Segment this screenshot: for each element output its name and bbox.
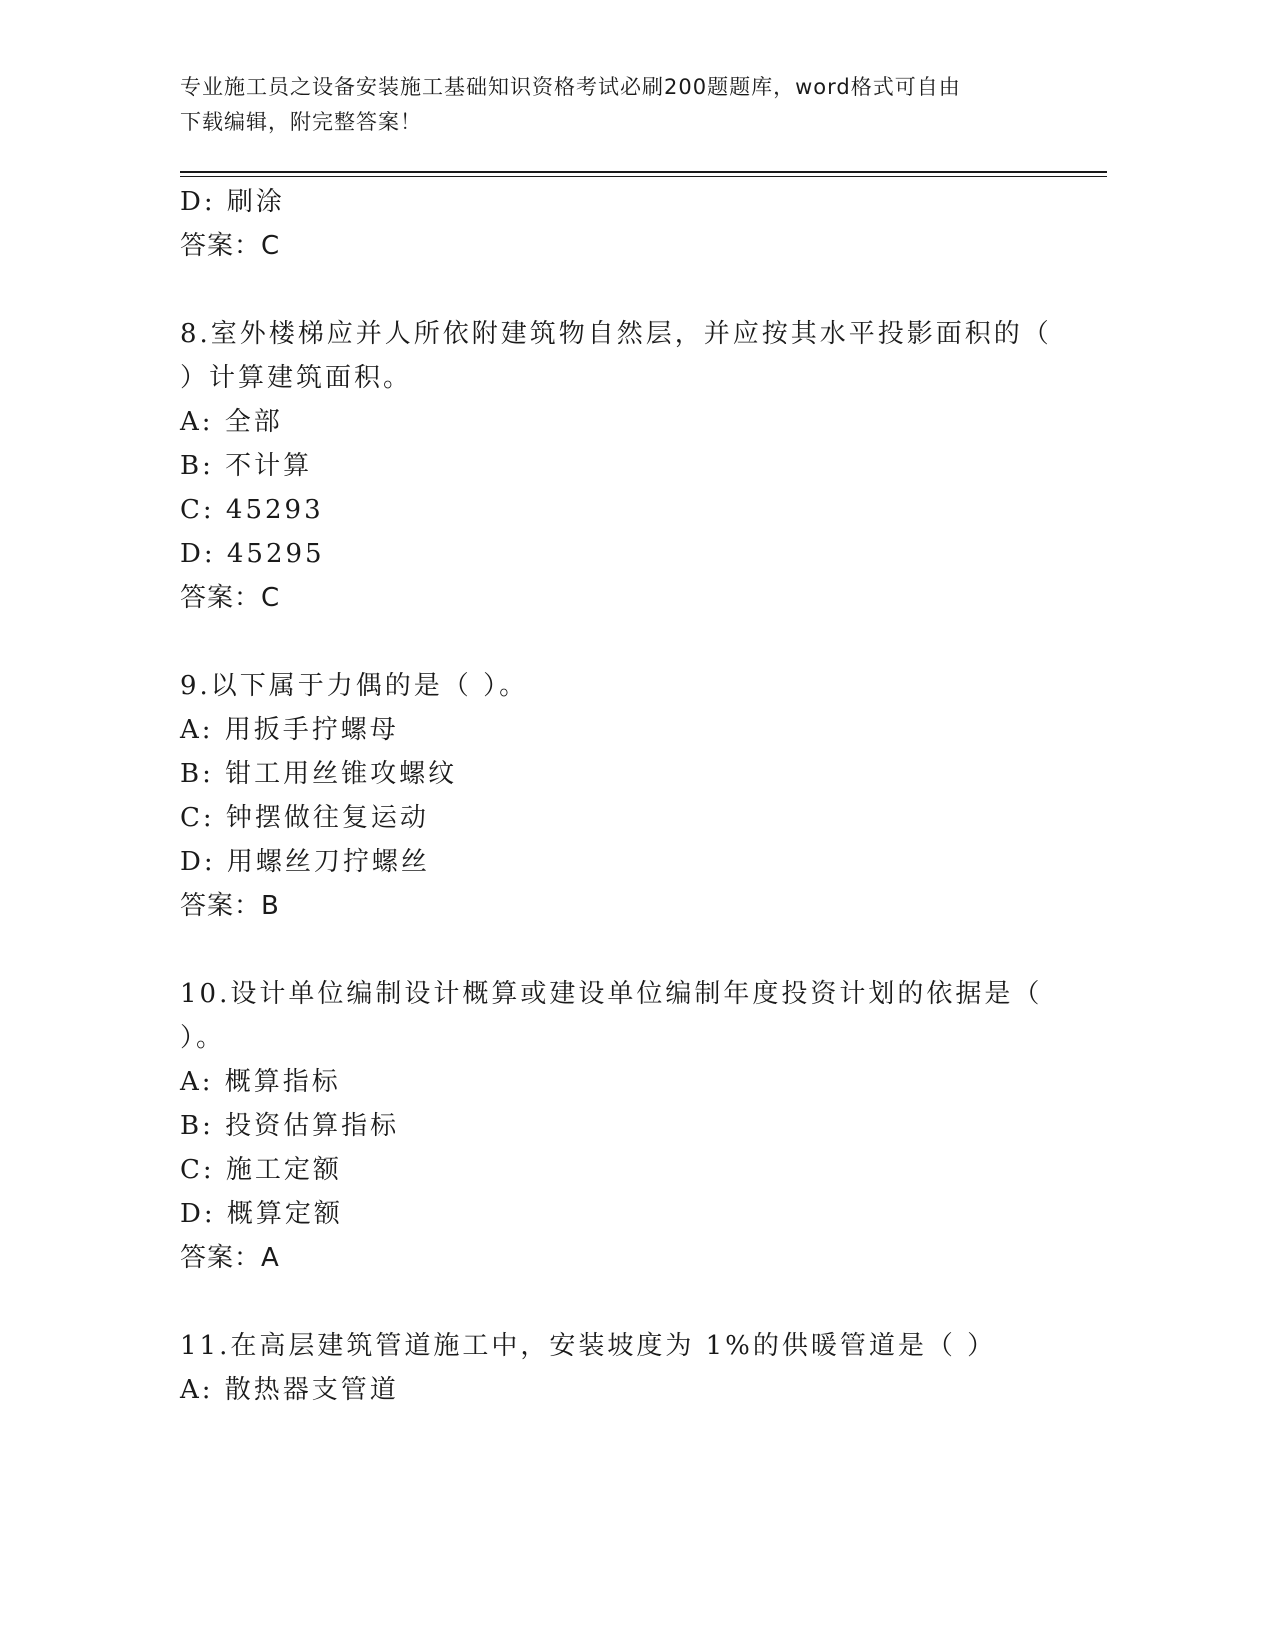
option-b: B: 投资估算指标 [180,1111,400,1141]
option-c: C: 45293 [180,495,324,525]
question-block-10 [180,972,1060,1280]
option-d: D: 用螺丝刀拧螺丝 [180,847,430,877]
option-c: C: 施工定额 [180,1155,342,1185]
question-block-7 [180,180,1060,268]
question-list [180,180,1060,1412]
answer-line: 答案：A [180,1243,280,1273]
option-a: A: 全部 [180,407,283,437]
option-a: A: 散热器支管道 [180,1375,399,1405]
question-text-line-2: ）。 [180,1023,226,1053]
header-title-line-2: 下载编辑，附完整答案！ [180,110,422,134]
option-b: B: 不计算 [180,451,313,481]
option-a: A: 用扳手拧螺母 [180,715,399,745]
question-block-8 [180,312,1060,620]
spacer [180,928,1060,972]
header-title-line-1: 专业施工员之设备安装施工基础知识资格考试必刷200题题库，word格式可自由 [180,75,961,99]
question-text: 11.在高层建筑管道施工中，安装坡度为 1%的供暖管道是（ ） [180,1331,997,1361]
option-a: A: 概算指标 [180,1067,341,1097]
answer-line: 答案：C [180,583,281,613]
question-text: 9.以下属于力偶的是（ ）。 [180,671,529,701]
option-c: C: 钟摆做往复运动 [180,803,429,833]
answer-line: 答案：C [180,231,281,261]
spacer [180,620,1060,664]
question-text-line-1: 10.设计单位编制设计概算或建设单位编制年度投资计划的依据是（ [180,979,1043,1009]
option-d: D: 刷涂 [180,187,285,217]
spacer [180,268,1060,312]
header-divider-thin [180,176,1107,177]
option-b: B: 钳工用丝锥攻螺纹 [180,759,458,789]
question-text-line-1: 8.室外楼梯应并人所依附建筑物自然层，并应按其水平投影面积的（ [180,319,1052,349]
answer-line: 答案：B [180,891,280,921]
option-d: D: 概算定额 [180,1199,343,1229]
question-block-11 [180,1324,1060,1412]
document-header [180,70,1080,140]
question-block-9 [180,664,1060,928]
question-text-line-2: ）计算建筑面积。 [180,363,413,393]
spacer [180,1280,1060,1324]
option-d: D: 45295 [180,539,325,569]
header-divider-thick [180,171,1107,173]
